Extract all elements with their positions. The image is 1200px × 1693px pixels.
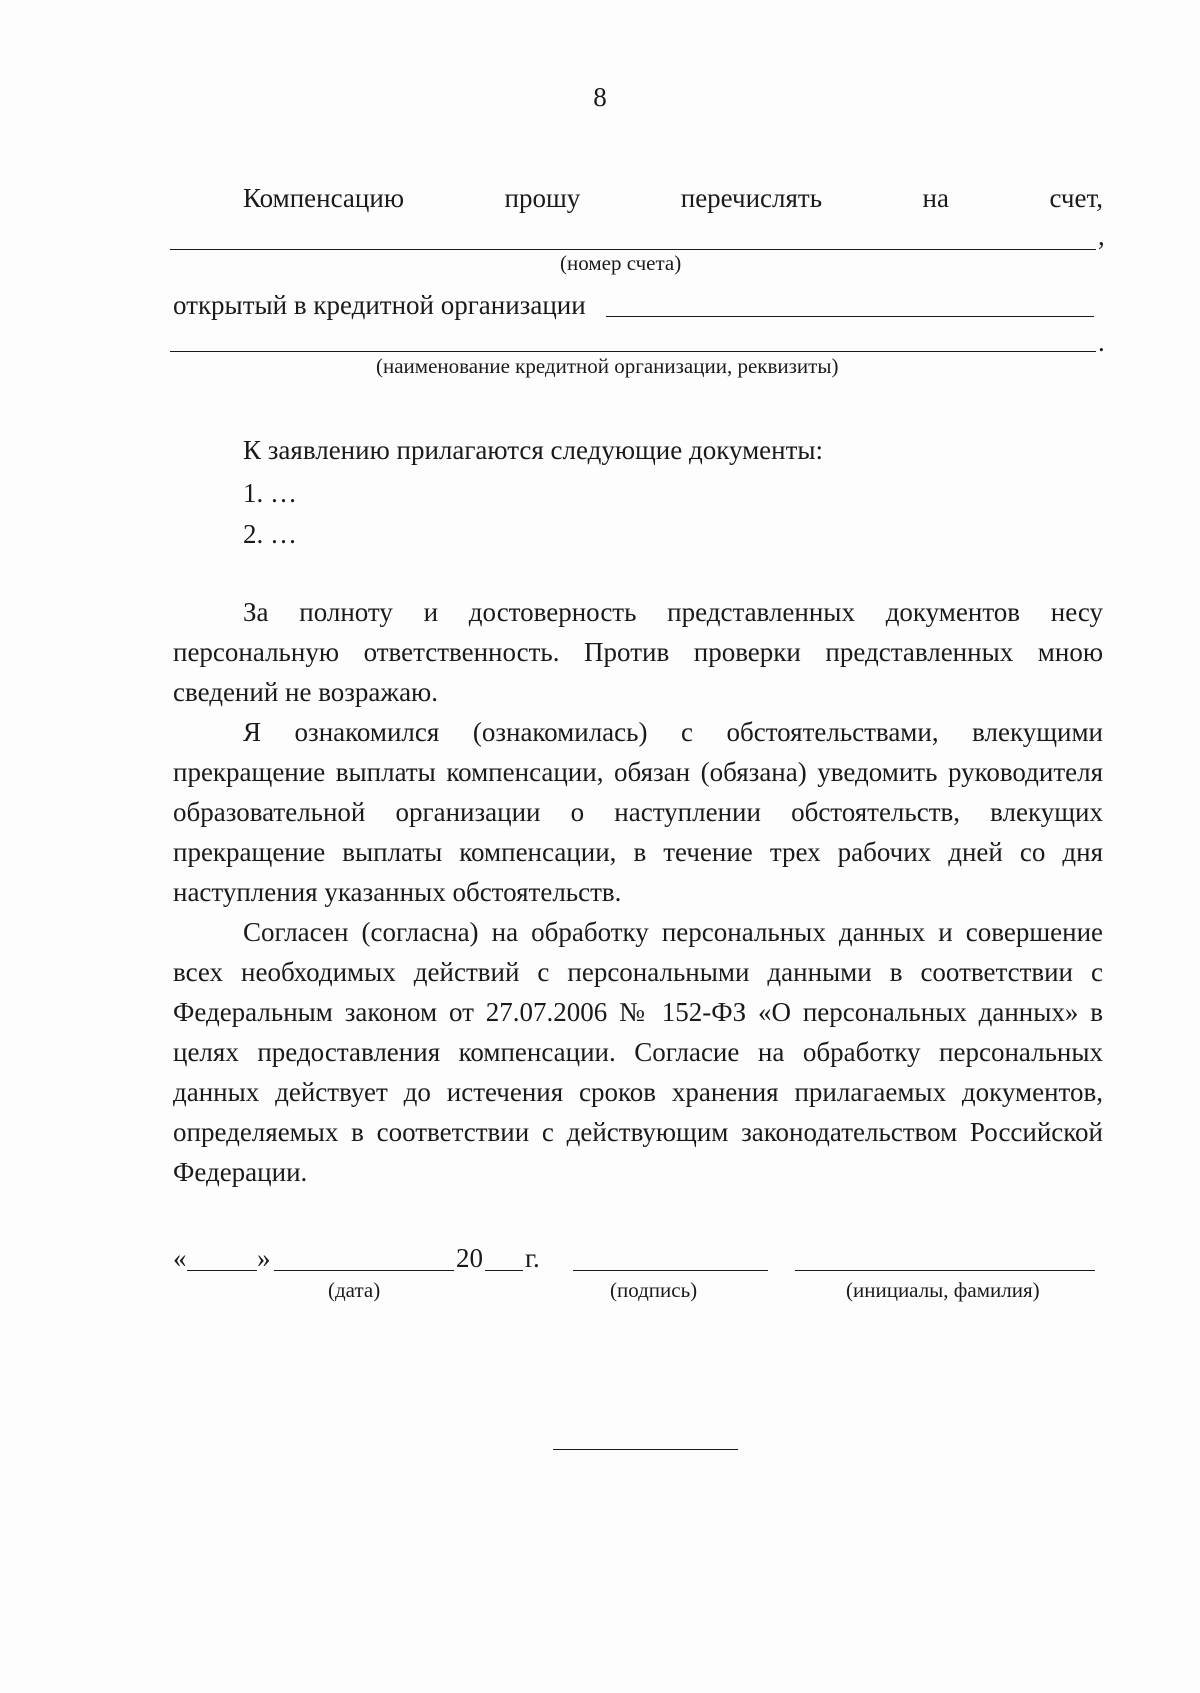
- paragraph-acknowledgement: Я ознакомился (ознакомилась) с обстоятельствами, влекущими прекращение выплаты компенсации, обязан (обязана) уведомить руководителя образовательной организации о наступлении обстоятельств, влекущих прекращение выплаты компенсации, в течение трех рабочих дней со дня наступления указанных обстоятельств.: [173, 717, 1103, 907]
- bank-name-field-1[interactable]: [606, 316, 1094, 317]
- date-year-suffix: г.: [525, 1243, 540, 1273]
- account-number-field[interactable]: [170, 249, 1096, 250]
- account-word-1: Компенсацию: [243, 183, 404, 213]
- paragraph-responsibility: За полноту и достоверность представленных документов несу персональную ответственность. Против проверки представленных мною сведений не возражаю.: [173, 597, 1103, 707]
- account-sentence: [243, 178, 1103, 218]
- page-number: 8: [593, 82, 607, 112]
- date-caption: (дата): [328, 1278, 381, 1302]
- closing-rule: [553, 1449, 738, 1450]
- paragraph-consent: Согласен (согласна) на обработку персональных данных и совершение всех необходимых действий с персональными данными в соответствии с Федеральным законом от 27.07.2006 № 152-ФЗ «О персональных данных» в целях предоставления компенсации. Согласие на обработку персональных данных действует до истечения сроков хранения прилагаемых документов, определяемых в соответствии с действующим законодательством Российской Федерации.: [173, 917, 1103, 1187]
- name-caption: (инициалы, фамилия): [846, 1278, 1040, 1302]
- date-month-field[interactable]: [274, 1270, 454, 1271]
- account-word-5: счет,: [1049, 183, 1103, 213]
- signature-caption: (подпись): [610, 1278, 698, 1302]
- signature-field[interactable]: [573, 1270, 768, 1271]
- date-open-quote: «: [173, 1243, 187, 1273]
- date-day-field[interactable]: [187, 1270, 257, 1271]
- account-word-3: перечислять: [680, 183, 823, 213]
- name-field[interactable]: [795, 1270, 1095, 1271]
- attachment-item-1: 1. …: [243, 478, 297, 508]
- attachment-item-2: 2. …: [243, 519, 297, 549]
- bank-name-field-2[interactable]: [170, 351, 1096, 352]
- account-caption: (номер счета): [560, 251, 682, 275]
- date-year-prefix: 20: [456, 1243, 483, 1273]
- date-close-quote: »: [257, 1243, 271, 1273]
- body-text: [173, 592, 1103, 1192]
- bank-line-end: .: [1098, 327, 1105, 357]
- date-year-field[interactable]: [485, 1270, 523, 1271]
- account-word-2: прошу: [504, 183, 581, 213]
- attachments-heading: К заявлению прилагаются следующие документы:: [243, 435, 824, 465]
- bank-label: открытый в кредитной организации: [173, 290, 586, 320]
- bank-caption: (наименование кредитной организации, реквизиты): [376, 354, 839, 378]
- account-line-end: ,: [1098, 221, 1105, 251]
- account-word-4: на: [922, 183, 949, 213]
